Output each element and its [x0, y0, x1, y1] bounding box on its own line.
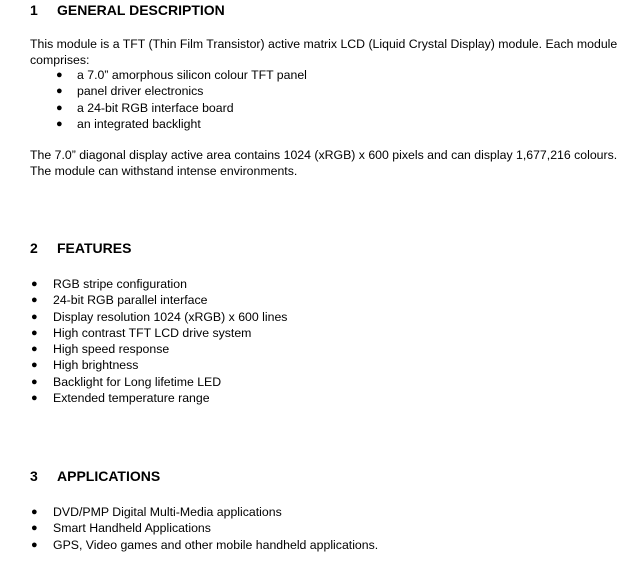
list-item-text: Backlight for Long lifetime LED	[53, 374, 222, 389]
general-description-closing: The 7.0” diagonal display active area contains 1024 (xRGB) x 600 pixels and can display 1,677,216 colours. The module can withstand intense environments.	[30, 148, 618, 178]
bullet-icon: ●	[56, 69, 63, 81]
list-item	[56, 83, 307, 99]
list-item-text: GPS, Video games and other mobile handheld applications.	[53, 537, 379, 552]
list-item	[31, 520, 378, 536]
bullet-icon: ●	[31, 375, 38, 388]
bullet-icon: ●	[31, 506, 38, 518]
list-item	[31, 537, 379, 553]
list-item-text: an integrated backlight	[77, 116, 201, 131]
bullet-icon: ●	[31, 392, 38, 405]
list-item	[31, 276, 287, 292]
list-item	[31, 390, 287, 406]
list-item-text: High contrast TFT LCD drive system	[53, 325, 252, 340]
applications-list	[31, 504, 379, 553]
general-description-intro: This module is a TFT (Thin Film Transistor) active matrix LCD (Liquid Crystal Display) module. Each module comprises:	[30, 37, 618, 67]
list-item	[31, 504, 378, 520]
bullet-icon: ●	[31, 359, 38, 372]
bullet-icon: ●	[31, 278, 38, 290]
section-heading-general-description	[30, 1, 225, 19]
bullet-icon: ●	[56, 101, 63, 114]
features-list	[31, 276, 288, 406]
bullet-icon: ●	[56, 85, 63, 98]
list-item-text: High speed response	[53, 342, 170, 357]
bullet-icon: ●	[31, 522, 38, 535]
bullet-icon: ●	[31, 294, 38, 307]
list-item-text: Smart Handheld Applications	[53, 521, 211, 536]
list-item-text: Extended temperature range	[53, 391, 210, 406]
section-number: 1	[30, 2, 38, 18]
bullet-icon: ●	[31, 310, 38, 323]
list-item-text: panel driver electronics	[77, 84, 204, 99]
section-number: 3	[30, 468, 38, 484]
bullet-icon: ●	[31, 343, 38, 356]
module-components-list	[56, 67, 307, 132]
list-item	[31, 309, 288, 325]
list-item	[56, 100, 307, 116]
list-item	[56, 67, 307, 83]
list-item	[56, 116, 307, 132]
section-heading-features	[30, 239, 131, 257]
list-item-text: 24-bit RGB parallel interface	[53, 293, 208, 308]
list-item-text: a 24-bit RGB interface board	[77, 100, 234, 115]
bullet-icon: ●	[31, 538, 38, 551]
list-item-text: Display resolution 1024 (xRGB) x 600 lines	[53, 309, 288, 324]
list-item	[31, 292, 287, 308]
section-title: GENERAL DESCRIPTION	[57, 2, 225, 18]
list-item	[31, 325, 287, 341]
section-title: APPLICATIONS	[57, 468, 161, 484]
list-item-text: High brightness	[53, 358, 139, 373]
bullet-icon: ●	[31, 326, 38, 339]
section-number: 2	[30, 240, 38, 256]
bullet-icon: ●	[56, 117, 63, 130]
list-item-text: a 7.0” amorphous silicon colour TFT panel	[77, 68, 307, 82]
list-item	[31, 341, 287, 357]
section-heading-applications	[30, 467, 160, 485]
list-item-text: RGB stripe configuration	[53, 277, 187, 291]
list-item-text: DVD/PMP Digital Multi-Media applications	[53, 505, 282, 519]
section-title: FEATURES	[57, 240, 132, 256]
list-item	[31, 374, 287, 390]
list-item	[31, 357, 287, 373]
